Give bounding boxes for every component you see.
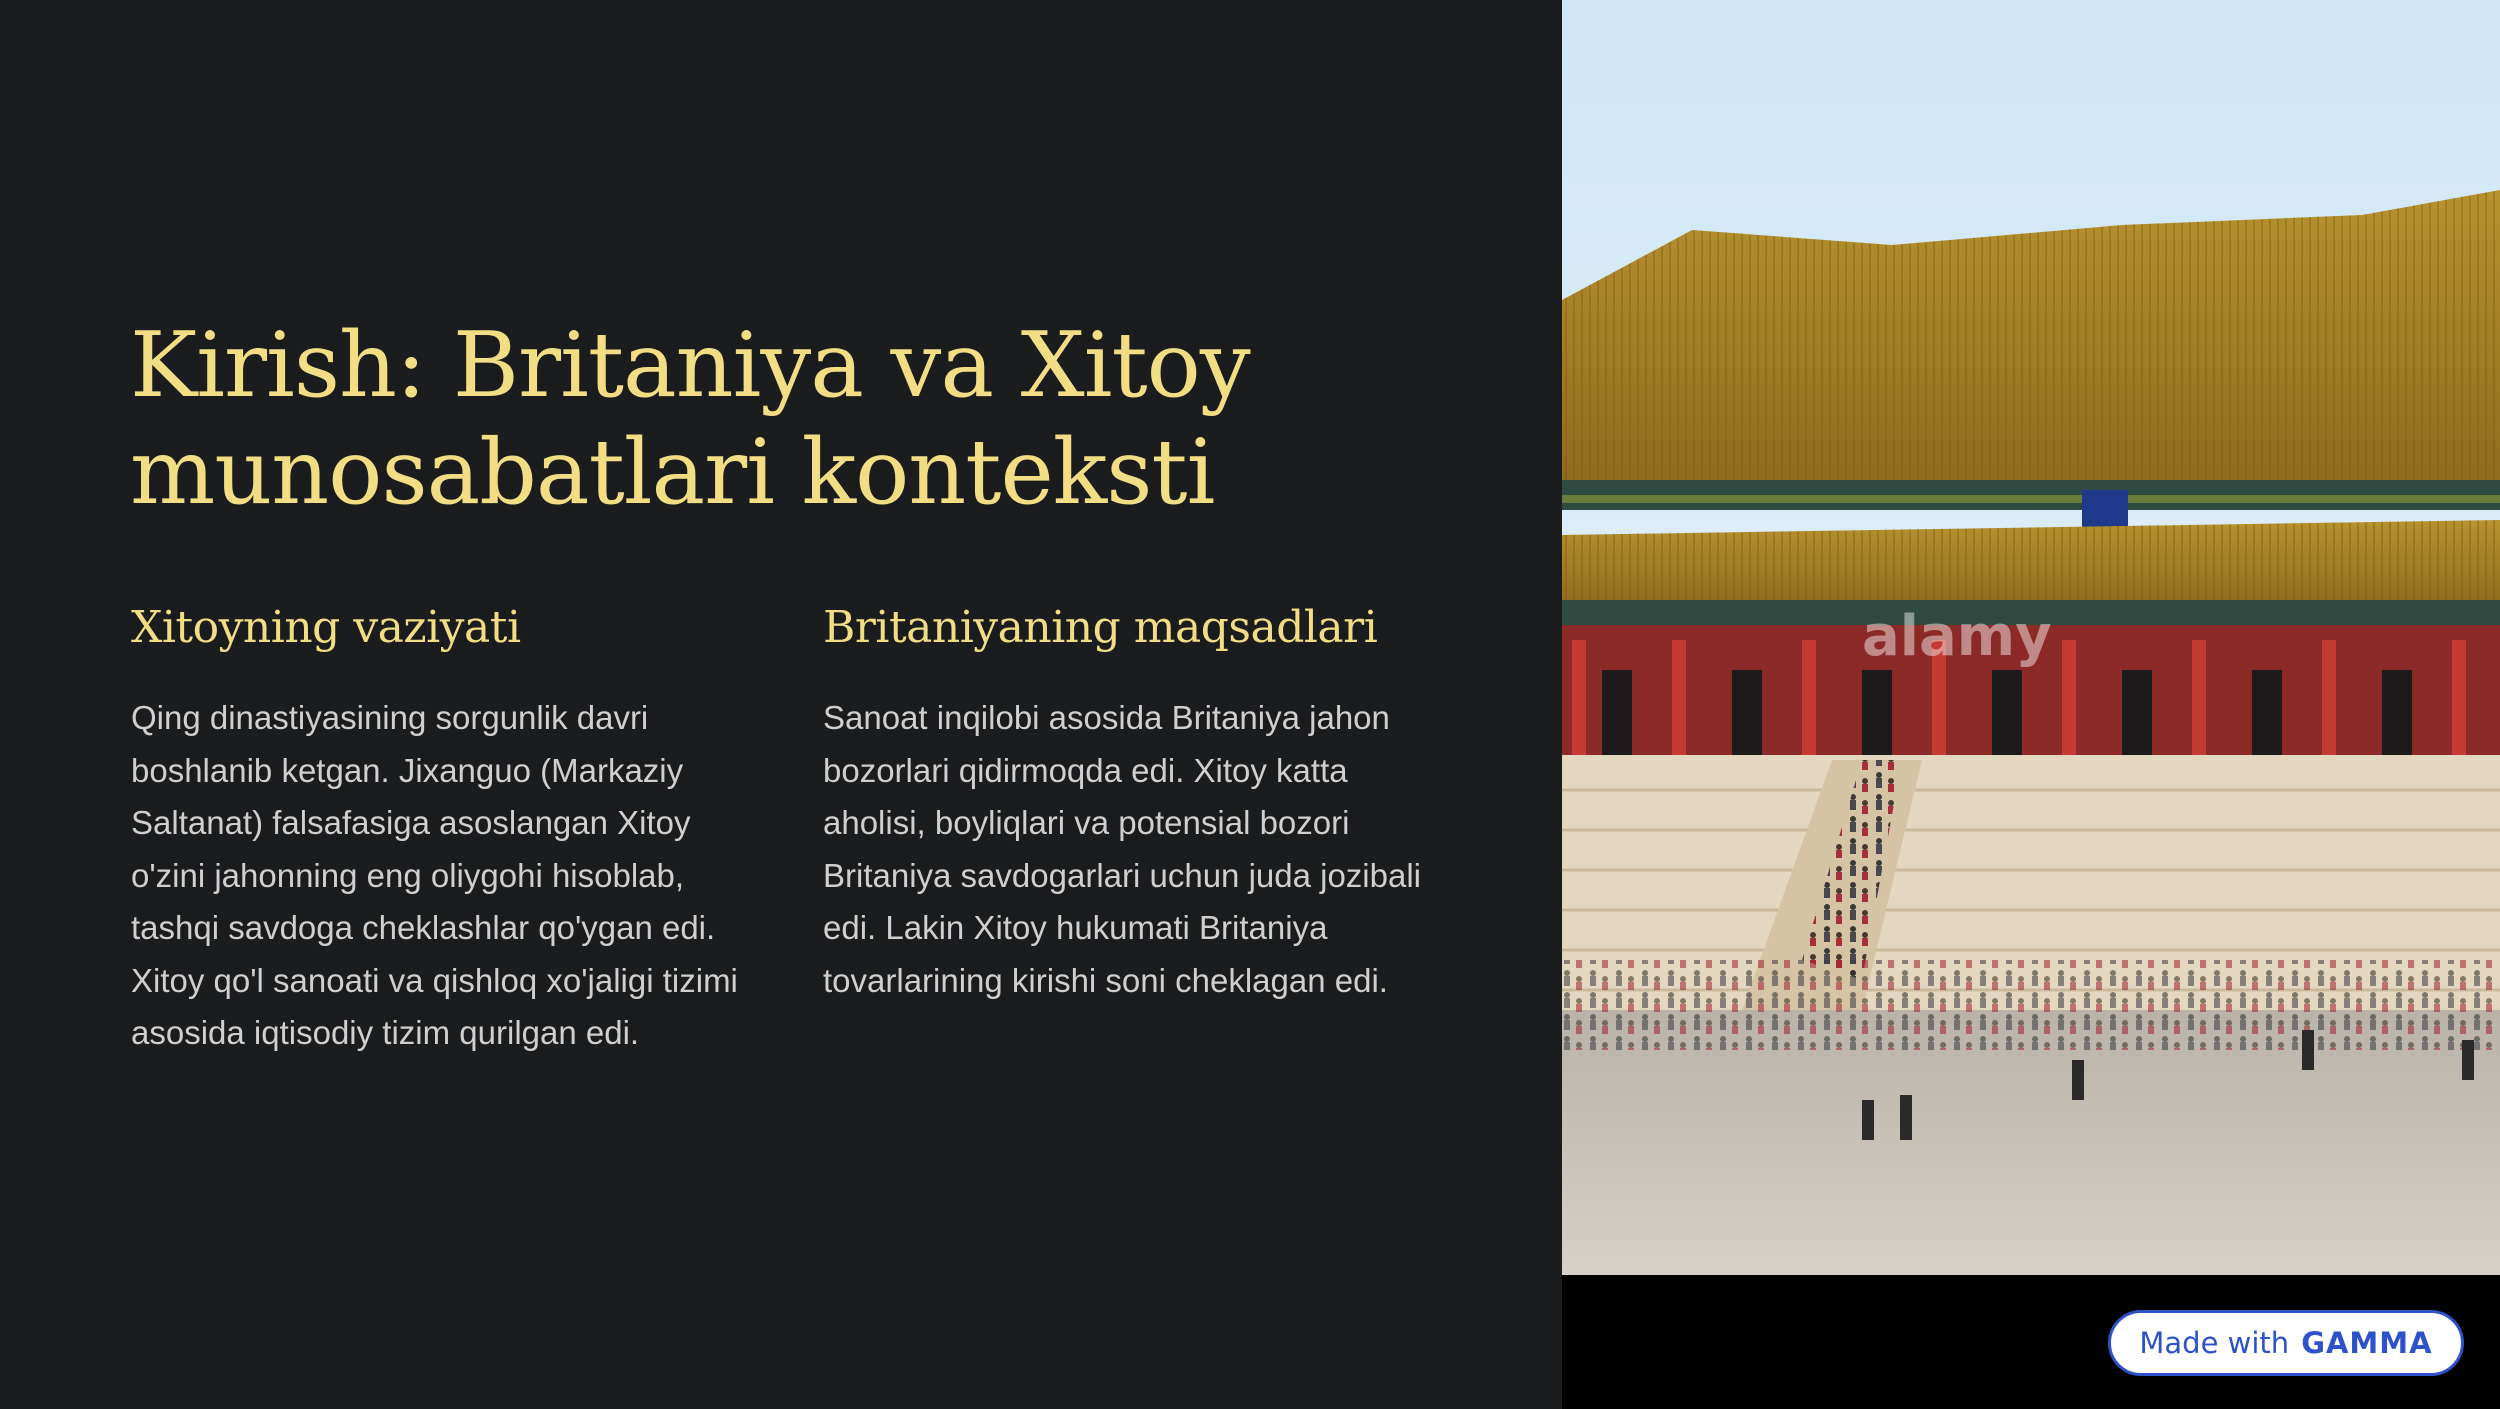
forbidden-city-photo [1562,0,2500,1275]
gamma-logo: GAMMA [2301,1326,2433,1360]
column-britain-goals [823,598,1443,1007]
column-heading: Britaniyaning maqsadlari [823,602,1378,653]
slide-title: Kirish: Britaniya va Xitoy munosabatlari konteksti [130,313,1250,525]
column-china-situation [131,598,751,1060]
column-heading: Xitoyning vaziyati [131,602,521,653]
made-with-gamma-badge[interactable] [2108,1310,2464,1376]
badge-prefix: Made with [2139,1326,2290,1360]
column-body: Qing dinastiyasining sorgunlik davri boshlanib ketgan. Jixanguo (Markaziy Saltanat) falsafasiga asoslangan Xitoy o'zini jahonning eng oliygohi hisoblab, tashqi savdoga cheklashlar qo'ygan edi. Xitoy qo'l sanoati va qishloq xo'jaligi tizimi asosida iqtisodiy tizim qurilgan edi. [131,699,738,1051]
image-watermark: alamy [1862,604,2052,669]
image-panel [1562,0,2500,1409]
column-body: Sanoat inqilobi asosida Britaniya jahon bozorlari qidirmoqda edi. Xitoy katta aholisi, boyliqlari va potensial bozori Britaniya savdogarlari uchun juda jozibali edi. Lakin Xitoy hukumati Britaniya tovarlarining kirishi soni cheklagan edi. [823,699,1422,999]
